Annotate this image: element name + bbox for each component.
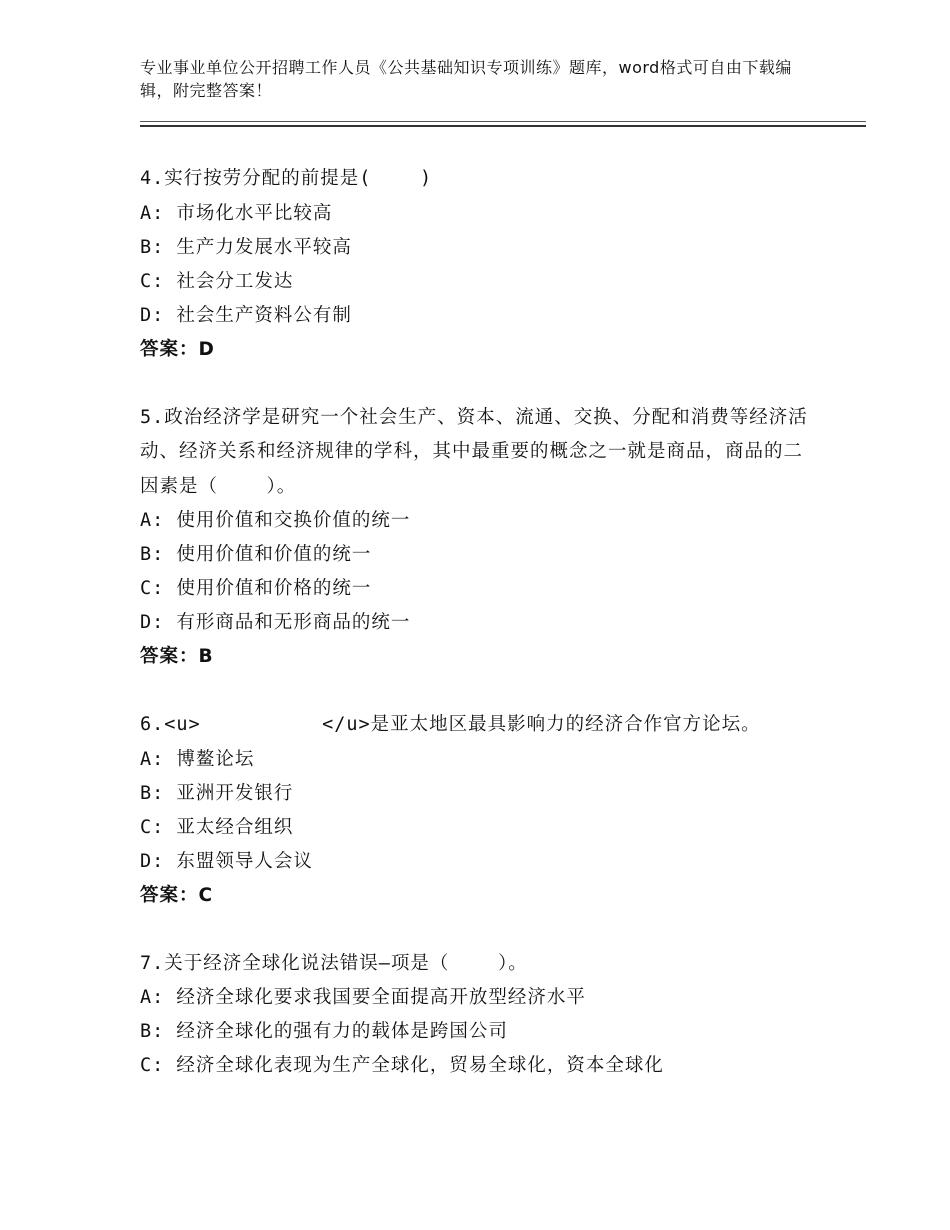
question-stem: 5.政治经济学是研究一个社会生产、资本、流通、交换、分配和消费等经济活动、经济关系和经济规律的学科，其中最重要的概念之一就是商品，商品的二因素是（ ）。: [140, 406, 808, 497]
option-d: D: 有形商品和无形商品的统一: [140, 612, 411, 633]
question-5: [140, 401, 820, 675]
question-list: [140, 162, 820, 1117]
option-c: C: 经济全球化表现为生产全球化，贸易全球化，资本全球化: [140, 1055, 664, 1076]
option-d: D: 社会生产资料公有制: [140, 304, 352, 326]
option-a: A: 市场化水平比较高: [140, 202, 333, 224]
page-header: 专业事业单位公开招聘工作人员《公共基础知识专项训练》题库，word格式可自由下载编辑，附完整答案！: [140, 58, 792, 100]
answer: 答案：D: [140, 338, 215, 360]
question-6: [140, 708, 820, 913]
question-stem: 7.关于经济全球化说法错误—项是（ ）。: [140, 952, 528, 974]
question-stem: 4.实行按劳分配的前提是( ): [140, 168, 433, 189]
question-7: [140, 947, 820, 1084]
option-b: B: 生产力发展水平较高: [140, 236, 352, 258]
option-d: D: 东盟领导人会议: [140, 850, 313, 872]
option-c: C: 社会分工发达: [140, 270, 294, 292]
option-a: A: 经济全球化要求我国要全面提高开放型经济水平: [140, 987, 586, 1008]
option-a: A: 使用价值和交换价值的统一: [140, 510, 411, 531]
answer: 答案：C: [140, 884, 214, 906]
option-b: B: 经济全球化的强有力的载体是跨国公司: [140, 1021, 508, 1042]
question-stem: 6.<u> </u>是亚太地区最具影响力的经济合作官方论坛。: [140, 714, 761, 735]
answer: 答案：B: [140, 646, 214, 667]
option-c: C: 使用价值和价格的统一: [140, 578, 372, 599]
option-a: A: 博鳌论坛: [140, 748, 255, 770]
option-c: C: 亚太经合组织: [140, 816, 294, 838]
question-4: [140, 162, 820, 367]
option-b: B: 亚洲开发银行: [140, 782, 294, 804]
header-divider: [140, 121, 866, 127]
option-b: B: 使用价值和价值的统一: [140, 544, 372, 565]
